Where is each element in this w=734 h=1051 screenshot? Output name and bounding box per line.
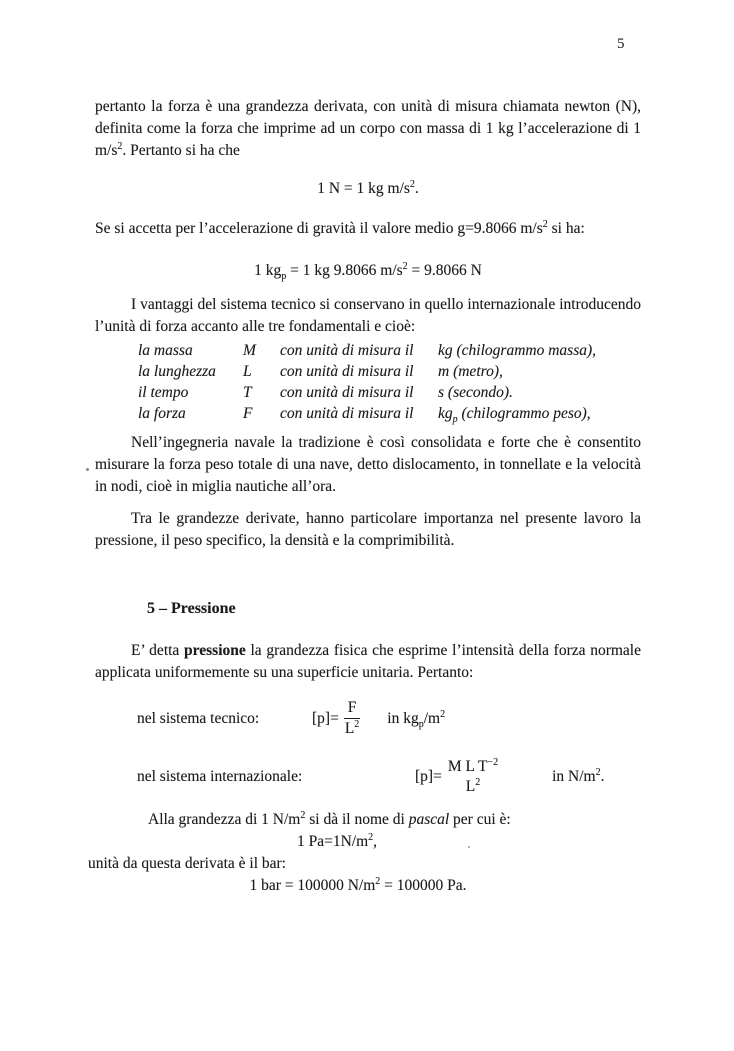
paragraph-pascal <box>95 809 641 831</box>
formula-unit <box>552 766 604 788</box>
superscript-exponent: 2 <box>354 718 360 730</box>
formula-kgp-tail: = 9.8066 N <box>407 262 482 279</box>
paragraph-intro-tail: . Pertanto si ha che <box>122 142 240 159</box>
quantity-symbol: L <box>243 363 252 380</box>
paragraph-pressione-tail: la grandezza fisica che esprime l’intensità della forza normale applicata uniformemente su una superficie unitaria. Pertanto: <box>95 642 641 681</box>
unit-text-tail: . <box>600 768 605 785</box>
table-row <box>95 361 641 382</box>
superscript-exponent: 2 <box>402 260 408 272</box>
pressure-dimension-formula <box>312 698 363 739</box>
numerator-base: M L T <box>447 758 488 775</box>
superscript-exponent: 2 <box>375 875 381 887</box>
unit-phrase: con unità di misura il <box>280 342 414 359</box>
unit-text: in kg <box>387 709 419 727</box>
bold-pressione-word: pressione <box>184 642 246 659</box>
paragraph-grandezze: Tra le grandezze derivate, hanno particolare importanza nel presente lavoro la pressione, il peso specifico, la densità e la comprimibilità. <box>95 510 641 549</box>
quantity-name: la lunghezza <box>138 363 216 380</box>
fraction-denominator <box>462 777 484 797</box>
page-content <box>88 96 641 897</box>
unit-description: (secondo). <box>444 384 513 401</box>
formula-sistema-internazionale <box>95 757 641 797</box>
fraction-numerator <box>444 757 502 777</box>
superscript-exponent: 2 <box>368 831 374 843</box>
formula-lhs: [p]= <box>415 768 442 785</box>
unit-phrase: con unità di misura il <box>280 405 414 422</box>
superscript-exponent: 2 <box>117 140 123 152</box>
paragraph-navale: Nell’ingegneria navale la tradizione è così consolidata e forte che è consentito misurare la forza peso totale di una nave, detto dislocamento, in tonnellate e la velocità in nodi, cioè in miglia nautiche all’ora. <box>95 434 641 495</box>
subscript-p: p <box>281 271 287 283</box>
italic-pascal-word: pascal <box>408 811 450 828</box>
quantity-name: la forza <box>138 405 186 422</box>
denominator-base: L <box>344 720 355 737</box>
paragraph-pressione <box>95 640 641 684</box>
paragraph-pressione-text: E’ detta <box>131 642 185 659</box>
formula-newton-tail: . <box>414 180 419 197</box>
superscript-exponent: 2 <box>475 776 481 788</box>
paragraph-pascal-tail: per cui è: <box>449 811 511 828</box>
unit-description: (metro), <box>449 363 503 380</box>
bar-definition-tail: = 100000 Pa. <box>380 877 467 894</box>
superscript-exponent: 2 <box>409 178 415 190</box>
formula-newton <box>95 178 641 200</box>
superscript-exponent: 2 <box>440 708 446 720</box>
unit-text: in N/m <box>552 768 596 785</box>
bar-definition-line <box>95 875 641 897</box>
formula-newton-text: 1 N = 1 kg m/s <box>317 180 410 197</box>
quantity-symbol: T <box>243 384 252 401</box>
quantity-name: il tempo <box>138 384 189 401</box>
superscript-exponent: 2 <box>542 218 548 230</box>
paragraph-gravity-tail: si ha: <box>547 220 585 237</box>
table-row <box>95 403 641 424</box>
superscript-exponent: −2 <box>487 756 499 768</box>
quantity-symbol: M <box>243 342 256 359</box>
paragraph-gravity <box>95 218 641 240</box>
unit-subscript: p <box>452 414 458 426</box>
unit-subscript: p <box>418 718 424 730</box>
formula-unit <box>387 708 445 730</box>
section-heading: 5 – Pressione <box>147 600 236 617</box>
fraction <box>341 698 363 739</box>
formula-kgp-mid: = 1 kg 9.8066 m/s <box>286 262 403 279</box>
formula-sistema-tecnico <box>95 698 641 739</box>
formula-kgp-text: 1 kg <box>254 262 282 279</box>
unit-name <box>438 340 641 361</box>
fraction <box>444 757 502 797</box>
unit-symbol: s <box>438 384 445 401</box>
unit-text-mid: /m <box>423 709 441 727</box>
pascal-definition-text: 1 Pa=1N/m <box>296 833 369 850</box>
scan-artifact-dot <box>468 846 470 848</box>
formula-label: nel sistema internazionale: <box>137 768 303 785</box>
bar-definition-text: 1 bar = 100000 N/m <box>249 877 376 894</box>
pascal-definition-tail: , <box>373 833 378 850</box>
unit-name <box>438 361 641 382</box>
page-number: 5 <box>617 36 625 52</box>
superscript-exponent: 2 <box>595 766 601 778</box>
unit-phrase: con unità di misura il <box>280 384 414 401</box>
quantity-symbol: F <box>243 405 253 422</box>
bar-intro-line: unità da questa derivata è il bar: <box>88 855 286 872</box>
table-row <box>95 340 641 361</box>
formula-lhs: [p]= <box>312 709 339 727</box>
unit-phrase: con unità di misura il <box>280 363 414 380</box>
unit-name <box>438 403 641 424</box>
paragraph-pascal-text: Alla grandezza di 1 N/m <box>148 811 301 828</box>
paragraph-vantaggi: I vantaggi del sistema tecnico si conservano in quello internazionale introducendo l’unità di forza accanto alle tre fondamentali e cioè: <box>95 296 641 335</box>
pressure-dimension-formula <box>415 757 502 797</box>
superscript-exponent: 2 <box>300 809 306 821</box>
table-row <box>95 382 641 403</box>
formula-kilogram-peso <box>95 260 641 282</box>
unit-symbol: kg <box>438 405 453 422</box>
paragraph-pascal-mid: si dà il nome di <box>305 811 409 828</box>
unit-symbol: kg <box>438 342 453 359</box>
units-table <box>95 340 641 424</box>
unit-symbol: m <box>438 363 450 380</box>
fraction-denominator <box>341 719 363 739</box>
paragraph-gravity-text: Se si accetta per l’accelerazione di gravità il valore medio g=9.8066 m/s <box>95 220 543 237</box>
paragraph-intro <box>95 96 641 162</box>
unit-description: (chilogrammo peso), <box>457 405 591 422</box>
quantity-name: la massa <box>138 342 193 359</box>
scan-artifact-dot <box>86 468 89 471</box>
unit-name <box>438 382 641 403</box>
formula-label: nel sistema tecnico: <box>137 709 260 727</box>
paragraph-intro-text: pertanto la forza è una grandezza derivata, con unità di misura chiamata newton (N), definita come la forza che imprime ad un corpo con massa di 1 kg l’accelerazione di 1 m/s <box>95 98 641 159</box>
fraction-numerator: F <box>344 698 361 719</box>
denominator-base: L <box>465 778 476 795</box>
unit-description: (chilogrammo massa), <box>452 342 597 359</box>
pascal-definition-line <box>95 831 641 853</box>
